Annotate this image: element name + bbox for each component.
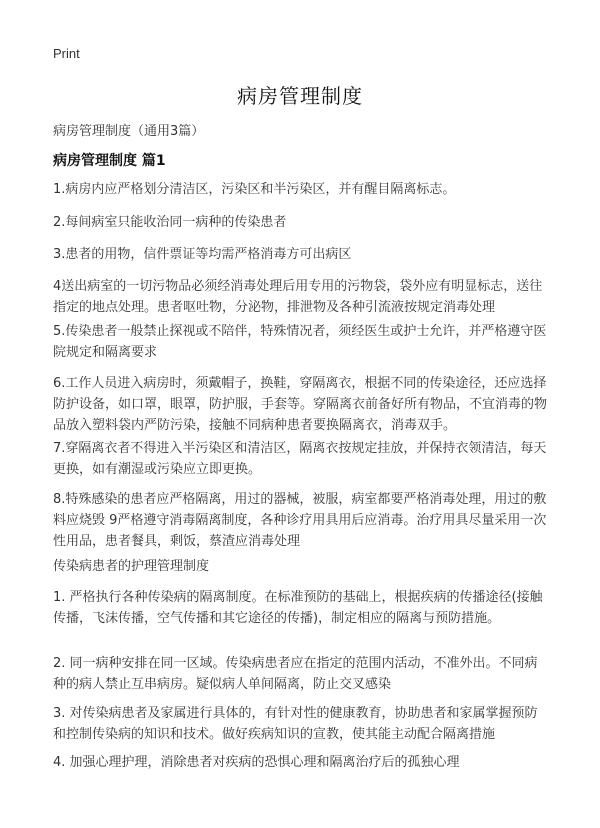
paragraph-12: 4. 加强心理护理，消除患者对疾病的恐惧心理和隔离治疗后的孤独心理 <box>53 755 460 770</box>
paragraph-6: 6.工作人员进入病房时，须戴帽子，换鞋，穿隔离衣，根据不同的传染途径，还应选择防护设备，如口罩，眼罩，防护服，手套等。穿隔离衣前备好所有物品，不宜消毒的物品放入塑料袋内严防污染，接触不同病种患者要换隔离衣，消毒双手。 <box>53 376 548 433</box>
paragraph-11: 3. 对传染病患者及家属进行具体的，有针对性的健康教育，协助患者和家属掌握预防和控制传染病的知识和技术。做好疾病知识的宣教，使其能主动配合隔离措施 <box>53 706 538 742</box>
paragraph-1: 1.病房内应严格划分清洁区，污染区和半污染区，并有醒目隔离标志。 <box>53 182 456 197</box>
print-label[interactable]: Print <box>53 46 80 61</box>
section-heading-1: 病房管理制度 篇1 <box>53 153 166 169</box>
page-title: 病房管理制度 <box>237 84 363 108</box>
paragraph-3: 3.患者的用物，信件票证等均需严格消毒方可出病区 <box>53 247 352 262</box>
paragraph-2: 2.每间病室只能收治同一病种的传染患者 <box>53 215 287 230</box>
section-heading-2: 传染病患者的护理管理制度 <box>53 559 210 574</box>
document-subtitle: 病房管理制度（通用3篇） <box>53 124 205 139</box>
paragraph-10: 2. 同一病种安排在同一区域。传染病患者应在指定的范围内活动，不准外出。不同病种的病人禁止互串病房。疑似病人单间隔离，防止交叉感染 <box>53 656 538 692</box>
paragraph-8: 8.特殊感染的患者应严格隔离，用过的器械，被服，病室都要严格消毒处理，用过的敷料应烧毁 9严格遵守消毒隔离制度，各种诊疗用具用后应消毒。治疗用具尽量采用一次性用品，患者餐具，剩饭，蔡渣应消毒处理 <box>53 492 547 549</box>
paragraph-9: 1. 严格执行各种传染病的隔离制度。在标准预防的基础上，根据疾病的传播途径(接触传播，飞沫传播，空气传播和其它途径的传播)，制定相应的隔离与预防措施。 <box>53 590 543 626</box>
paragraph-7: 7.穿隔离衣者不得进入半污染区和清洁区，隔离衣按规定挂放，并保持衣领清洁，每天更换，如有潮湿或污染应立即更换。 <box>53 441 547 477</box>
paragraph-4: 4送出病室的一切污物品必须经消毒处理后用专用的污物袋，袋外应有明显标志，送往指定的地点处理。患者呕吐物，分泌物，排泄物及各种引流液按规定消毒处理 <box>53 279 543 315</box>
paragraph-5: 5.传染患者一般禁止探视或不陪伴，特殊情况者，须经医生或护士允许，并严格遵守医院规定和隔离要求 <box>53 324 547 360</box>
